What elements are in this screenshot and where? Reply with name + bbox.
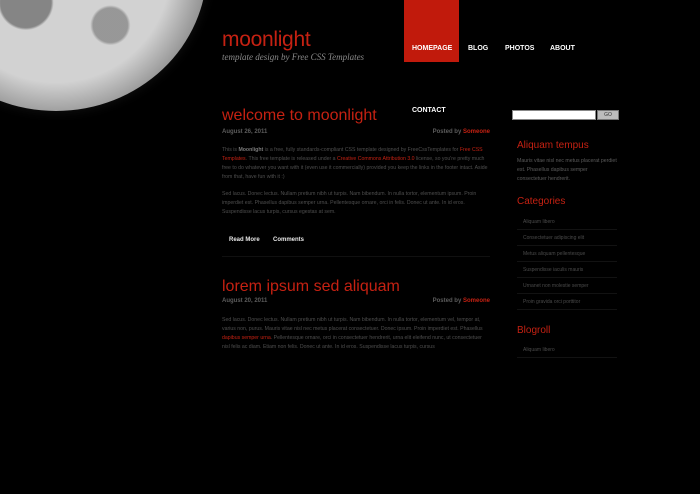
post-text: license, so you're pretty much free to do whatever you want with it (even use it commercially) provided you keep the links in the footer intact. Aside from that, have fun with it :) (222, 156, 488, 180)
posted-by-label: Posted by (432, 298, 462, 304)
nav-item-blog[interactable]: BLOG (468, 45, 489, 52)
post-date: August 26, 2011 (222, 129, 268, 135)
post-byline (433, 129, 490, 135)
nav-item-about[interactable]: ABOUT (550, 45, 575, 52)
sidebar-categories-heading: Categories (517, 196, 566, 207)
post-text: . Pellentesque ornare, orci in consectetuer hendrerit, urna elit eleifend nunc, ut consectetuer nisl felis ac diam. Etiam non felis. Donec ut ante. In id eros. Suspendisse lacus turpis, cursus (222, 335, 482, 350)
category-link[interactable]: Suspendisse iaculis mauris (523, 267, 584, 273)
category-link[interactable]: Proin gravida orci porttitor (523, 299, 581, 305)
post-title[interactable]: lorem ipsum sed aliquam (222, 278, 400, 295)
post-text: . This free template is released under a (245, 156, 337, 162)
post-text: is a free, fully standards-compliant CSS template designed by FreeCssTemplates for (263, 147, 460, 153)
post-text: Sed lacus. Donec lectus. Nullam pretium nibh ut turpis. Nam bibendum. In nulla tortor, elementum vel, tempor at, varius non, purus. Mauris vitae nisl nec metus placerat consectetuer. Donec ipsum. Proin imperdiet est. Phasellus (222, 317, 483, 332)
sidebar-about-heading: Aliquam tempus (517, 140, 589, 151)
category-link[interactable]: Urnanet non molestie semper (523, 283, 589, 289)
posted-by-label: Posted by (432, 129, 462, 135)
search-input[interactable] (512, 110, 596, 120)
post-divider (222, 256, 490, 257)
search-go-button[interactable]: GO (597, 110, 619, 120)
post-body-paragraph: Sed lacus. Donec lectus. Nullam pretium nibh ut turpis. Nam bibendum. In nulla tortor, elementum ipsum. Proin imperdiet est. Phasellus dapibus semper urna. Pellentesque ornare, orci in felis. Donec ut ante. In id eros. Suspendisse lacus turpis, cursus egestas at sem. (222, 191, 477, 215)
dapibus-link[interactable]: dapibus semper urna (222, 335, 271, 341)
site-logo-title[interactable]: moonlight (222, 28, 311, 51)
post-intro-prefix: This is (222, 147, 239, 153)
sidebar-about-text: Mauris vitae nisl nec metus placerat perdiet est. Phasellus dapibus semper consectetuer hendrerit. (517, 158, 617, 182)
post-byline (433, 298, 490, 304)
creative-commons-link[interactable]: Creative Commons Attribution 3.0 (336, 156, 415, 162)
nav-active-highlight (404, 0, 459, 62)
category-link[interactable]: Aliquam libero (523, 219, 555, 225)
nav-item-photos[interactable]: PHOTOS (505, 45, 535, 52)
post-body-paragraph (222, 316, 490, 352)
category-item[interactable] (517, 230, 617, 246)
blogroll-link[interactable]: Aliquam libero (523, 347, 555, 353)
site-logo-subtitle: template design by Free CSS Templates (222, 52, 365, 62)
moon-image (0, 0, 207, 111)
post-body-paragraph (222, 146, 490, 182)
category-link[interactable]: Consectetuer adipiscing elit (523, 235, 585, 241)
category-item[interactable] (517, 214, 617, 230)
nav-item-homepage[interactable]: HOMEPAGE (412, 45, 453, 52)
nav-item-contact[interactable]: CONTACT (412, 107, 446, 114)
post-title[interactable]: welcome to moonlight (222, 107, 377, 124)
category-item[interactable] (517, 246, 617, 262)
post-author-link[interactable]: Someone (462, 129, 490, 135)
read-more-link[interactable]: Read More (229, 237, 260, 243)
category-item[interactable] (517, 278, 617, 294)
category-item[interactable] (517, 262, 617, 278)
category-item[interactable] (517, 294, 617, 310)
blogroll-item[interactable] (517, 342, 617, 358)
category-link[interactable]: Metus aliquam pellentesque (523, 251, 586, 257)
comments-link[interactable]: Comments (273, 237, 305, 243)
post-bold-text: Moonlight (238, 147, 264, 153)
sidebar-blogroll-heading: Blogroll (517, 325, 551, 336)
post-author-link[interactable]: Someone (462, 298, 490, 304)
free-css-templates-link[interactable]: Free CSS Templates (222, 147, 483, 162)
post-date: August 20, 2011 (222, 298, 268, 304)
